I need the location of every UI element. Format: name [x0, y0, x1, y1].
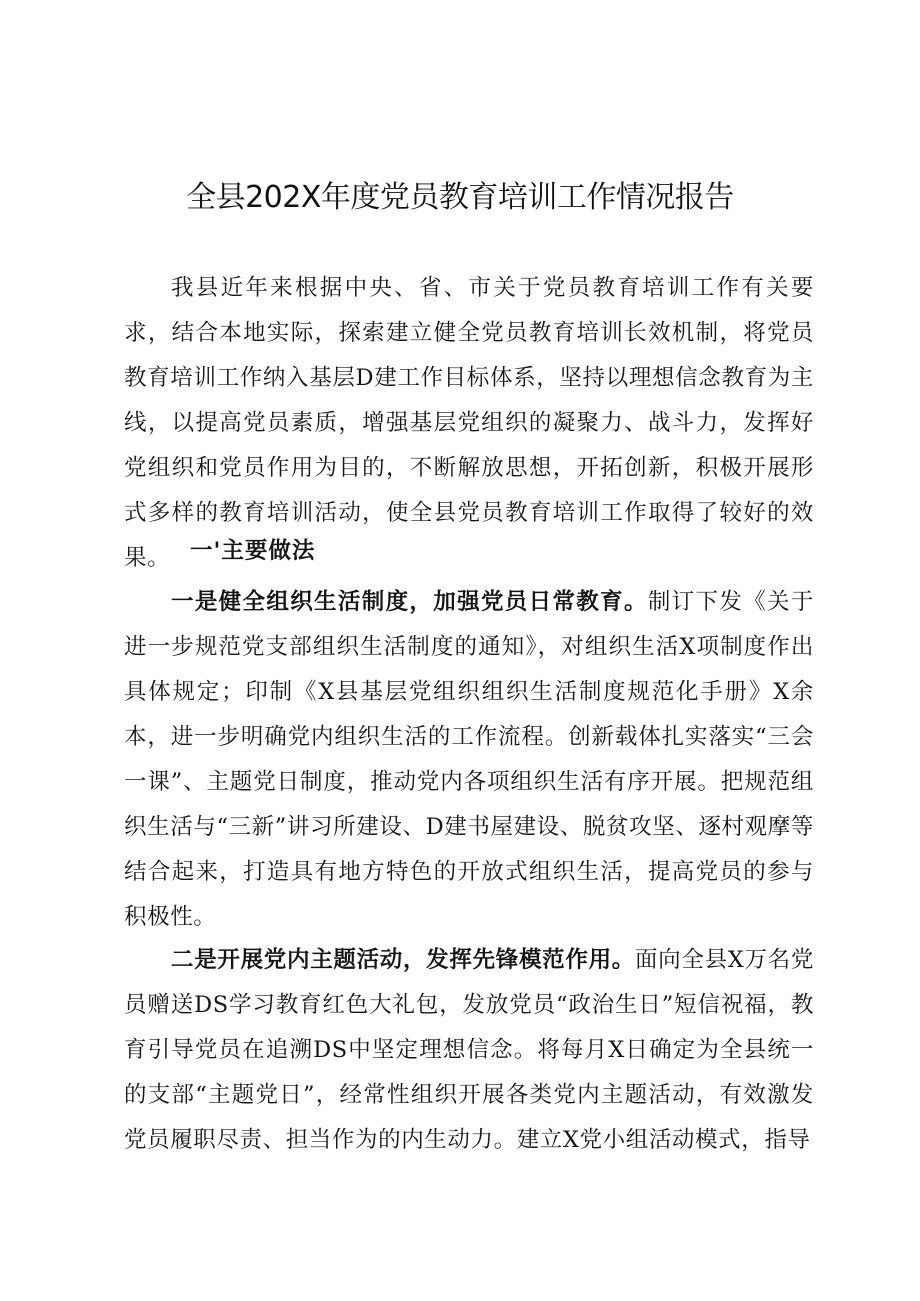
paragraph-text: 面向全县X万名党员赠送DS学习教育红色大礼包，发放党员“政治生日”短信祝福，教育引导党员在追溯DS中坚定理想信念。将每月X日确定为全县统一的支部“主题党日”，经常性组织开展各类党内主题活动，有效激发党员履职尽责、担当作为的内生动力。建立X党小组活动模式，指导 [124, 947, 814, 1153]
document-title: 全县202X年度党员教育培训工作情况报告 [186, 180, 734, 215]
body-paragraph [124, 580, 814, 940]
body-paragraph [124, 938, 814, 1163]
paragraph-text: 制订下发《关于进一步规范党支部组织生活制度的通知》，对组织生活X项制度作出具体规定；印制《X县基层党组织组织生活制度规范化手册》X余本，进一步明确党内组织生活的工作流程。创新载体扎实落实“三会一课”、主题党日制度，推动党内各项组织生活有序开展。把规范组织生活与“三新”讲习所建设、D建书屋建设、脱贫攻坚、逐村观摩等结合起来，打造具有地方特色的开放式组织生活，提高党员的参与积极性。 [124, 589, 814, 930]
paragraph-lead: 一是健全组织生活制度，加强党员日常教育。 [171, 589, 648, 615]
intro-paragraph: 我县近年来根据中央、省、市关于党员教育培训工作有关要求，结合本地实际，探索建立健全党员教育培训长效机制，将党员教育培训工作纳入基层D建工作目标体系，坚持以理想信念教育为主线，以提高党员素质，增强基层党组织的凝聚力、战斗力，发挥好党组织和党员作用为目的，不断解放思想，开拓创新，积极开展形式多样的教育培训活动，使全县党员教育培训工作取得了较好的效果。 [124, 275, 814, 571]
paragraph-lead: 二是开展党内主题活动，发挥先锋模范作用。 [171, 947, 635, 973]
section-heading: 一'主要做法 [190, 538, 316, 564]
